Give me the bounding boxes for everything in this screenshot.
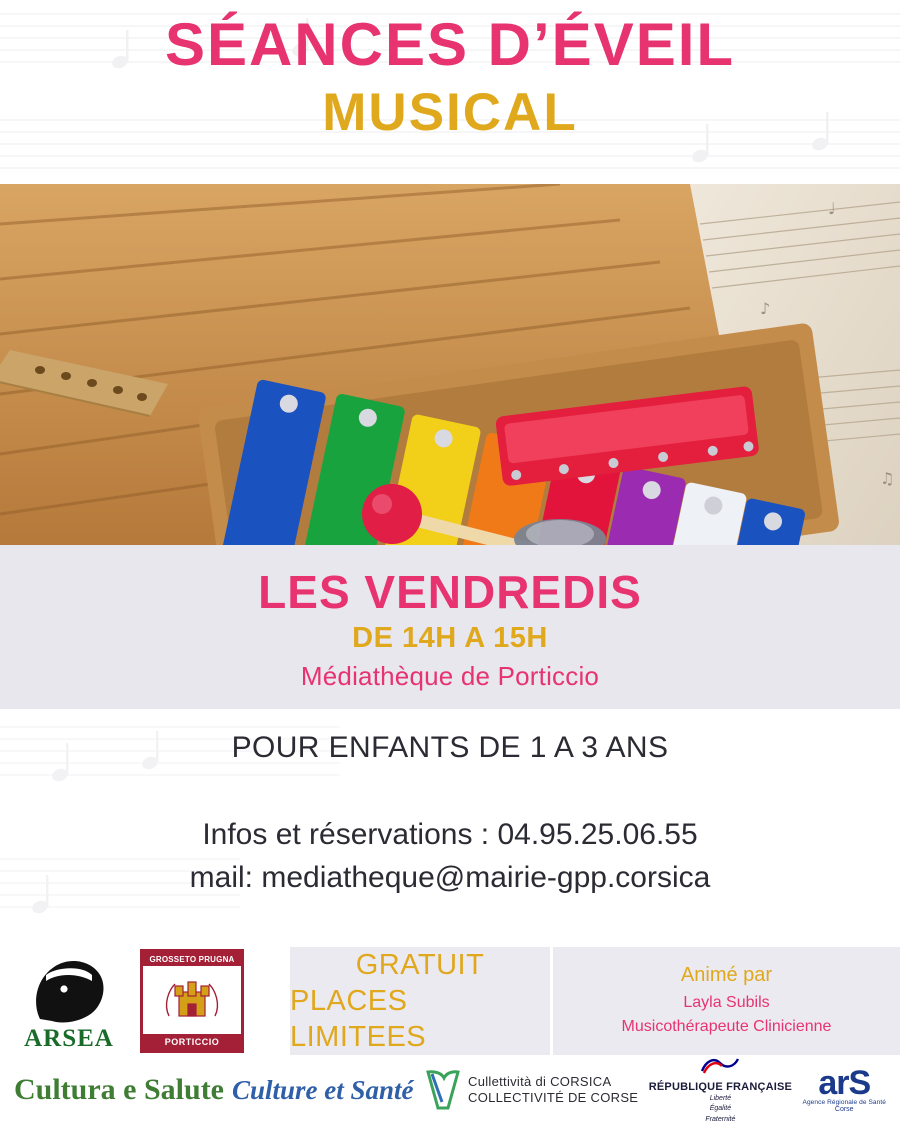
castle-crest-icon <box>161 976 223 1024</box>
republique-francaise-logo <box>649 1055 792 1125</box>
republique-title: RÉPUBLIQUE FRANÇAISE <box>648 1080 793 1093</box>
cultura-french-label: Culture et Santé <box>232 1075 414 1106</box>
ars-wordmark: arS <box>818 1064 871 1103</box>
collectivite-line2: COLLECTIVITÉ DE CORSE <box>468 1090 639 1106</box>
porticcio-top-label: GROSSETO PRUGNA <box>143 952 241 966</box>
contact-phone: Infos et réservations : 04.95.25.06.55 <box>202 817 698 851</box>
presenter-name: Layla Subils <box>683 993 770 1011</box>
svg-text:♪: ♪ <box>760 299 771 319</box>
presenter-role: Musicothérapeute Clinicienne <box>621 1017 832 1035</box>
collectivite-line1: Cullettività di CORSICA <box>468 1073 612 1089</box>
price-free-label: GRATUIT <box>355 948 485 981</box>
page-title: SÉANCES D’ÉVEIL <box>164 11 736 78</box>
ars-logo <box>802 1064 886 1114</box>
price-limited-label: PLACES LIMITEES <box>290 984 427 1054</box>
checkmark-shield-icon <box>424 1068 462 1112</box>
info-band <box>0 709 900 947</box>
porticcio-crest <box>161 966 223 1034</box>
svg-text:♫: ♫ <box>880 469 895 489</box>
contact-mail: mail: mediatheque@mairie-gpp.corsica <box>189 861 711 895</box>
schedule-time: DE 14H A 15H <box>352 622 548 655</box>
price-box <box>290 947 550 1056</box>
collectivite-text <box>468 1074 638 1107</box>
schedule-days: LES VENDREDIS <box>258 566 642 619</box>
organizer-logos <box>0 947 290 1056</box>
moors-head-icon <box>26 953 112 1025</box>
arsea-wordmark: ARSEA <box>24 1025 114 1053</box>
xylophone-illustration <box>0 184 900 544</box>
mid-band <box>0 947 900 1056</box>
presenter-label: Animé par <box>680 963 773 986</box>
page-subtitle: MUSICAL <box>322 83 578 142</box>
svg-text:♩: ♩ <box>828 199 836 219</box>
republique-motto-1: Liberté <box>709 1094 732 1102</box>
schedule-place: Médiathèque de Porticcio <box>300 661 600 692</box>
ars-subtitle: Agence Régionale de Santé <box>802 1099 886 1107</box>
presenter-box <box>550 947 900 1056</box>
ars-region: Corse <box>834 1106 854 1114</box>
schedule-band <box>0 545 900 709</box>
partner-logos-footer <box>0 1055 900 1125</box>
contact-block <box>190 813 711 900</box>
title-block <box>0 0 900 184</box>
cultura-e-salute-logo <box>14 1073 414 1107</box>
cultura-corsican-label: Cultura e Salute <box>14 1073 224 1107</box>
arsea-logo <box>10 949 128 1053</box>
audience-text: POUR ENFANTS DE 1 A 3 ANS <box>231 730 669 764</box>
porticcio-logo <box>140 949 244 1053</box>
republique-motto-2: Égalité <box>709 1105 732 1112</box>
republique-motto-3: Fraternité <box>705 1115 736 1123</box>
porticcio-bottom-label: PORTICCIO <box>143 1034 241 1050</box>
french-flag-icon <box>698 1055 742 1075</box>
hero-photo <box>0 184 900 544</box>
collectivite-de-corse-logo <box>424 1068 638 1112</box>
